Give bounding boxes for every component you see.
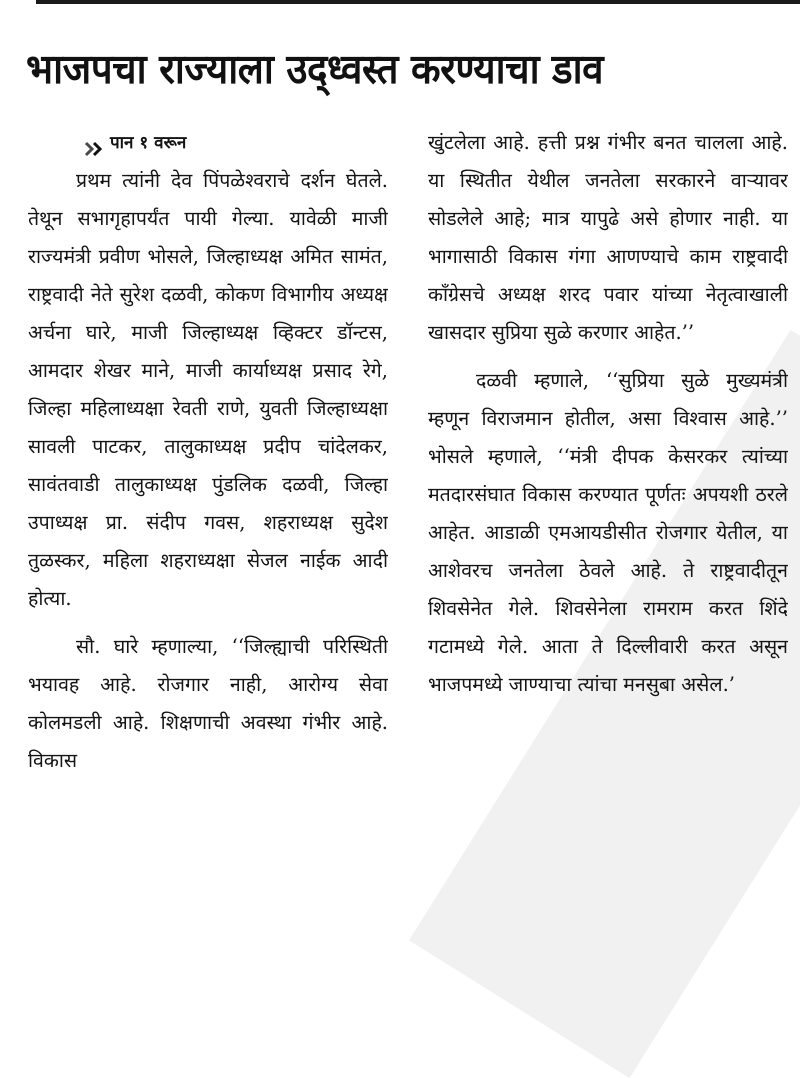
article-paragraph: सौ. घारे म्हणाल्या, ‘‘जिल्ह्याची परिस्थिती भयावह आहे. रोजगार नाही, आरोग्य सेवा कोलमडली आहे. शिक्षणाची अवस्था गंभीर आहे. विकास: [28, 635, 388, 772]
article-column-right: [428, 124, 788, 924]
top-rule: [36, 0, 800, 4]
article-body: [28, 124, 788, 924]
article-paragraph: खुंटलेला आहे. हत्ती प्रश्न गंभीर बनत चालला आहे. या स्थितीत येथील जनतेला सरकारने वाऱ्यावर सोडलेले आहे; मात्र यापुढे असे होणार नाही. या भागासाठी विकास गंगा आणण्याचे काम राष्ट्रवादी काँग्रेसचे अध्यक्ष शरद पवार यांच्या नेतृत्वाखाली खासदार सुप्रिया सुळे करणार आहेत.’’: [428, 131, 788, 344]
continued-from-text: पान १ वरून: [110, 133, 187, 153]
continued-from-label: [28, 124, 388, 162]
article-column-left: [28, 124, 388, 924]
article-paragraph: प्रथम त्यांनी देव पिंपळेश्वराचे दर्शन घेतले. तेथून सभागृहापर्यंत पायी गेल्या. यावेळी माजी राज्यमंत्री प्रवीण भोसले, जिल्हाध्यक्ष अमित सामंत, राष्ट्रवादी नेते सुरेश दळवी, कोकण विभागीय अध्यक्ष अर्चना घारे, माजी जिल्हाध्यक्ष व्हिक्टर डॉन्टस, आमदार शेखर माने, माजी कार्याध्यक्ष प्रसाद रेगे, जिल्हा महिलाध्यक्षा रेवती राणे, युवती जिल्हाध्यक्षा सावली पाटकर, तालुकाध्यक्ष प्रदीप चांदेलकर, सावंतवाडी तालुकाध्यक्ष पुंडलिक दळवी, जिल्हा उपाध्यक्ष प्रा. संदीप गवस, शहराध्यक्ष सुदेश तुळस्कर, महिला शहराध्यक्षा सेजल नाईक आदी होत्या.: [28, 169, 388, 610]
headline: भाजपचा राज्याला उद्‌ध्वस्त करण्याचा डाव: [26, 45, 604, 93]
double-chevron-right-icon: [84, 134, 106, 152]
article-paragraph: दळवी म्हणाले, ‘‘सुप्रिया सुळे मुख्यमंत्री म्हणून विराजमान होतील, असा विश्‍वास आहे.’’ भोसले म्हणाले, ‘‘मंत्री दीपक केसरकर त्यांच्या मतदारसंघात विकास करण्यात पूर्णतः अपयशी ठरले आहेत. आडाळी एमआयडीसीत रोजगार येतील, या आशेवरच जनतेला ठेवले आहे. ते राष्ट्रवादीतून शिवसेनेत गेले. शिवसेनेला रामराम करत शिंदे गटामध्ये गेले. आता ते दिल्लीवारी करत असून भाजपमध्ये जाण्याचा त्यांचा मनसुबा असेल.’: [428, 369, 788, 696]
